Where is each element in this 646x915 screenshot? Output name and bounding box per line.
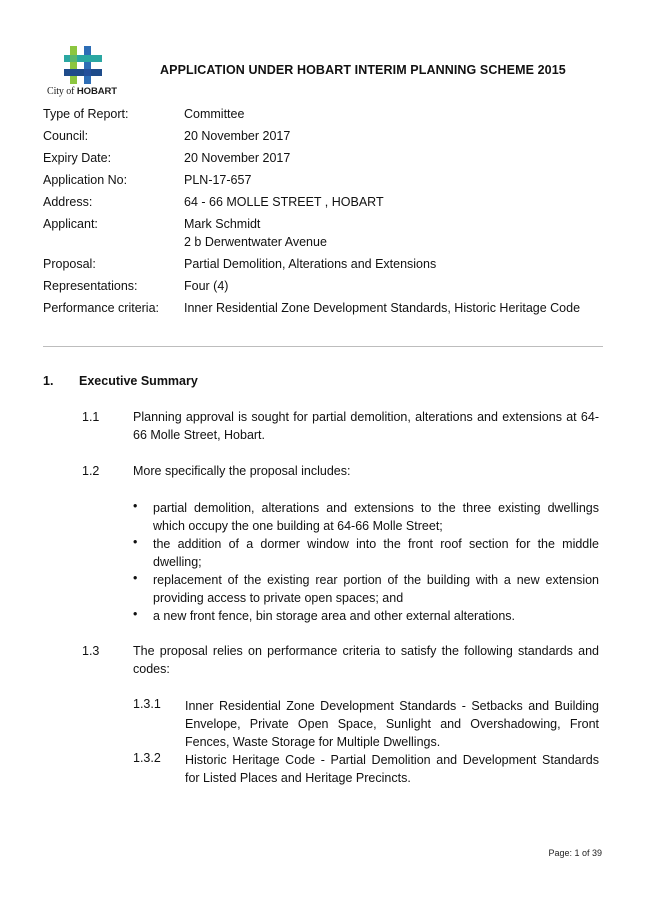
- logo-name: HOBART: [76, 86, 117, 97]
- detail-label: Council:: [43, 129, 89, 143]
- detail-label: Application No:: [43, 173, 128, 187]
- list-item: the addition of a dormer window into the front roof section for the middle dwelling;: [153, 537, 599, 569]
- list-item: partial demolition, alterations and extensions to the three existing dwellings which occupy the one building at 64-66 Molle Street;: [153, 501, 599, 533]
- paragraph-number: 1.3: [82, 644, 100, 658]
- paragraph-number: 1.2: [82, 464, 100, 478]
- detail-label: Applicant:: [43, 217, 98, 231]
- bullet-icon: •: [133, 571, 138, 585]
- page-title: APPLICATION UNDER HOBART INTERIM PLANNING SCHEME 2015: [160, 63, 566, 77]
- subitem-number: 1.3.2: [133, 751, 161, 765]
- section-heading: Executive Summary: [79, 374, 198, 388]
- list-item: a new front fence, bin storage area and other external alterations.: [153, 609, 516, 623]
- detail-label: Type of Report:: [43, 107, 129, 121]
- detail-label: Representations:: [43, 279, 138, 293]
- page-number: Page: 1 of 39: [548, 848, 602, 858]
- subitem-text: Historic Heritage Code - Partial Demolition and Development Standards for Listed Places and Heritage Precincts.: [185, 753, 599, 785]
- bullet-icon: •: [133, 535, 138, 549]
- detail-value: Inner Residential Zone Development Standards, Historic Heritage Code: [184, 301, 581, 315]
- detail-value: PLN-17-657: [184, 173, 252, 187]
- detail-value: 20 November 2017: [184, 151, 291, 165]
- detail-label: Proposal:: [43, 257, 96, 271]
- detail-value: Partial Demolition, Alterations and Extensions: [184, 257, 437, 271]
- detail-value: 20 November 2017: [184, 129, 291, 143]
- logo-prefix: City of: [47, 86, 75, 97]
- detail-value: 64 - 66 MOLLE STREET , HOBART: [184, 195, 384, 209]
- detail-value: Committee: [184, 107, 245, 121]
- detail-label: Expiry Date:: [43, 151, 112, 165]
- bullet-icon: •: [133, 607, 138, 621]
- section-number: 1.: [43, 374, 54, 388]
- paragraph-text: Planning approval is sought for partial demolition, alterations and extensions at 64-66 Molle Street, Hobart.: [133, 410, 599, 442]
- logo-mark-icon: [48, 46, 124, 86]
- subitem-number: 1.3.1: [133, 697, 161, 711]
- detail-label: Performance criteria:: [43, 301, 160, 315]
- paragraph-text: The proposal relies on performance criteria to satisfy the following standards and codes:: [133, 644, 599, 676]
- detail-value-line2: 2 b Derwentwater Avenue: [184, 235, 327, 249]
- detail-value: Four (4): [184, 279, 229, 293]
- bullet-icon: •: [133, 499, 138, 513]
- logo-caption: [47, 86, 117, 97]
- paragraph-text: More specifically the proposal includes:: [133, 464, 351, 478]
- subitem-text: Inner Residential Zone Development Standards - Setbacks and Building Envelope, Private Open Space, Sunlight and Overshadowing, Front Fences, Waste Storage for Multiple Dwellings.: [185, 699, 599, 749]
- paragraph-number: 1.1: [82, 410, 100, 424]
- detail-value: Mark Schmidt: [184, 217, 261, 231]
- list-item: replacement of the existing rear portion of the building with a new extension providing access to private open spaces; and: [153, 573, 599, 605]
- divider: [43, 346, 603, 347]
- detail-label: Address:: [43, 195, 93, 209]
